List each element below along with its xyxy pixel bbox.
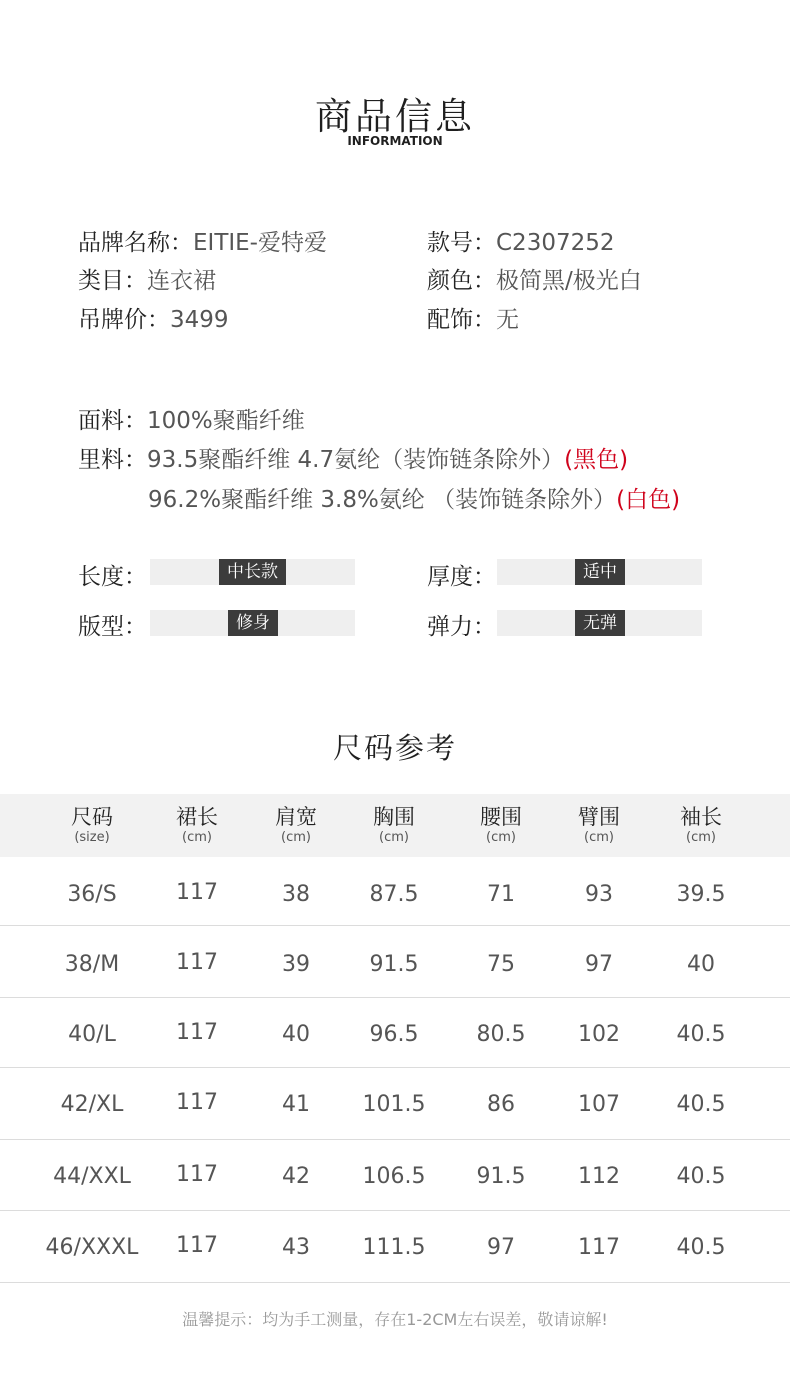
thickness-bar [497,559,702,585]
column-header-label: 尺码 [71,805,113,829]
table-cell: 42 [282,1164,310,1189]
table-cell: 112 [578,1164,620,1189]
table-cell: 117 [176,1090,218,1115]
price-value: 3499 [170,307,229,333]
table-row [0,1210,790,1283]
column-header [651,804,751,846]
page-title: 商品信息 [315,95,475,138]
table-cell: 102 [578,1022,620,1047]
table-cell: 117 [176,950,218,975]
lining-color-black: (黑色) [564,447,629,473]
size-chart-title: 尺码参考 [332,731,457,765]
lining-fabric-value-2: 96.2%聚酯纤维 3.8%氨纶 （装饰链条除外） [148,487,617,513]
category-value: 连衣裙 [147,268,216,294]
column-header-unit: (cm) [486,830,516,845]
table-cell: 44/XXL [53,1164,131,1189]
table-cell: 91.5 [369,952,419,977]
table-cell: 75 [487,952,515,977]
table-cell: 40 [687,952,715,977]
table-cell: 117 [578,1235,620,1260]
table-row [0,927,790,998]
length-bar [150,559,355,585]
column-header-unit: (cm) [584,830,614,845]
elasticity-tag: 无弹 [575,610,625,636]
table-row [0,1067,790,1140]
column-header [344,804,444,846]
table-cell: 41 [282,1092,310,1117]
fit-label: 版型： [78,614,147,640]
table-cell: 38/M [64,952,120,977]
column-header [246,804,346,846]
column-header-unit: (cm) [182,830,212,845]
table-cell: 43 [282,1235,310,1260]
table-cell: 42/XL [60,1092,124,1117]
accessory-value: 无 [496,307,519,333]
color-label: 颜色： [427,268,496,294]
table-cell: 117 [176,1162,218,1187]
size-table-header [0,794,790,857]
fit-tag: 修身 [228,610,278,636]
table-cell: 38 [282,882,310,907]
table-cell: 40.5 [676,1022,726,1047]
table-cell: 39.5 [676,882,726,907]
table-cell: 40.5 [676,1235,726,1260]
table-cell: 93 [585,882,613,907]
page-subtitle: INFORMATION [347,134,443,148]
column-header-unit: (size) [74,830,110,845]
brand-label: 品牌名称： [78,230,193,256]
length-tag: 中长款 [219,559,286,585]
style-label: 款号： [427,230,496,256]
column-header-unit: (cm) [686,830,716,845]
price-info [78,301,229,334]
lining-color-white: (白色) [616,487,681,513]
table-cell: 107 [578,1092,620,1117]
table-cell: 117 [176,1020,218,1045]
table-cell: 40.5 [676,1164,726,1189]
table-cell: 96.5 [369,1022,419,1047]
lining-fabric-1 [78,441,628,474]
table-cell: 80.5 [476,1022,526,1047]
table-cell: 46/XXXL [45,1235,139,1260]
column-header-label: 肩宽 [275,805,317,829]
color-value: 极简黑/极光白 [496,268,642,294]
column-header-unit: (cm) [379,830,409,845]
column-header [42,804,142,846]
table-cell: 71 [487,882,515,907]
face-fabric-value: 100%聚酯纤维 [147,408,305,434]
thickness-tag: 适中 [575,559,625,585]
table-cell: 117 [176,1233,218,1258]
column-header-label: 臂围 [578,805,620,829]
table-cell: 40.5 [676,1092,726,1117]
elasticity-label: 弹力： [427,614,496,640]
table-cell: 111.5 [362,1235,426,1260]
brand-info [78,224,327,257]
table-cell: 97 [487,1235,515,1260]
column-header [451,804,551,846]
column-header-unit: (cm) [281,830,311,845]
category-label: 类目： [78,268,147,294]
brand-value: EITIE-爱特爱 [193,230,327,256]
table-cell: 97 [585,952,613,977]
color-info [427,262,642,295]
table-row [0,1139,790,1211]
style-value: C2307252 [496,230,615,256]
table-cell: 106.5 [362,1164,426,1189]
column-header-label: 裙长 [176,805,218,829]
column-header [147,804,247,846]
table-cell: 101.5 [362,1092,426,1117]
category-info [78,262,216,295]
length-label: 长度： [78,564,147,590]
accessory-info [427,301,519,334]
table-row [0,997,790,1068]
lining-fabric-2 [148,481,680,514]
table-cell: 91.5 [476,1164,526,1189]
table-cell: 36/S [67,882,117,907]
table-cell: 86 [487,1092,515,1117]
table-cell: 40 [282,1022,310,1047]
face-fabric [78,402,305,435]
thickness-label: 厚度： [427,564,496,590]
lining-fabric-value-1: 93.5聚酯纤维 4.7氨纶（装饰链条除外） [147,447,565,473]
style-info [427,224,615,257]
column-header-label: 袖长 [680,805,722,829]
accessory-label: 配饰： [427,307,496,333]
table-row [0,857,790,926]
column-header-label: 胸围 [373,805,415,829]
measurement-note: 温馨提示：均为手工测量，存在1-2CM左右误差，敬请谅解! [182,1310,608,1329]
price-label: 吊牌价： [78,307,170,333]
table-cell: 87.5 [369,882,419,907]
column-header [549,804,649,846]
table-cell: 117 [176,880,218,905]
lining-fabric-label: 里料： [78,447,147,473]
face-fabric-label: 面料： [78,408,147,434]
table-cell: 40/L [68,1022,116,1047]
table-cell: 39 [282,952,310,977]
elasticity-bar [497,610,702,636]
column-header-label: 腰围 [480,805,522,829]
fit-bar [150,610,355,636]
